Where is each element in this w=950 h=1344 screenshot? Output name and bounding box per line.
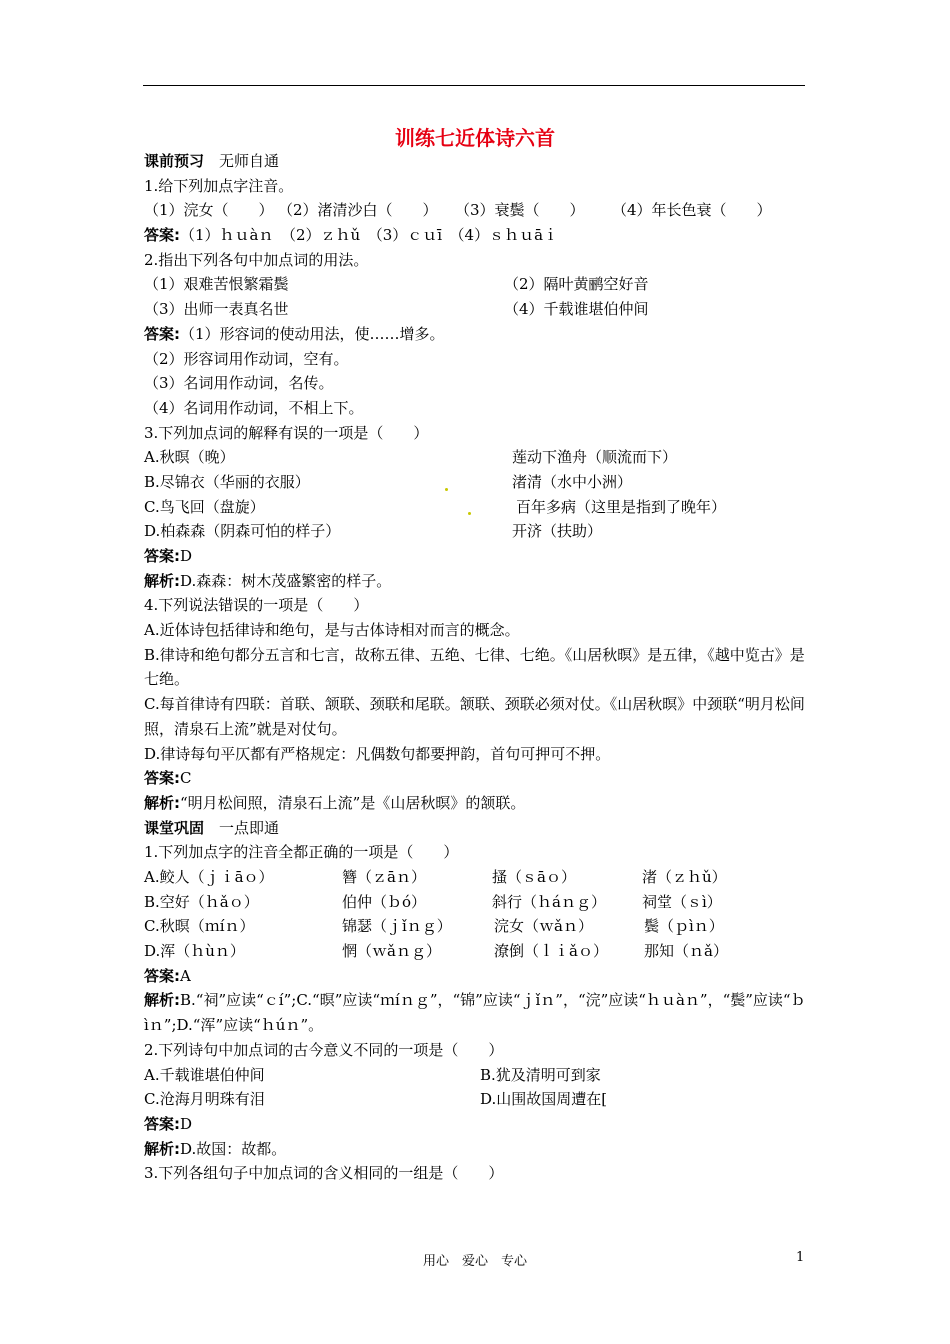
option: （2）隔叶黄鹂空好音 [504,275,649,294]
option-row: D.柏森森（阴森可怕的样子） 开济（扶助） [144,522,603,541]
header-rule [143,85,805,86]
option: D.律诗每句平仄都有严格规定：凡偶数句都要押韵，首句可押可不押。 [144,744,611,763]
answer: 答案:D [144,547,193,565]
question-stem: 1.给下列加点字注音。 [144,176,294,195]
question-stem: 4.下列说法错误的一项是（ ） [144,596,369,615]
section-subtitle: 一点即通 [219,818,280,837]
option: （1）浣女（ ） [144,201,274,220]
page-title: 训练七近体诗六首 [395,126,555,150]
answer-line: （2）形容词用作动词，空有。 [144,349,349,368]
option: B.律诗和绝句都分五言和七言，故称五律、五绝、七律、七绝。《山居秋暝》是五律，《越中览古》是七绝。 [144,645,805,689]
stray-mark [468,512,471,515]
option-row: C.鸟飞回（盘旋） 百年多病（这里是指到了晚年） [144,497,727,516]
answer-line: （3）名词用作动词，名传。 [144,374,334,393]
page-number: 1 [796,1250,805,1265]
option-row: B.空好（ｈǎｏ） 伯仲（ｂó） 斜行（ｈáｎｇ） 祠堂（ｓì） [144,892,722,911]
option-row: A.千载谁堪伯仲间 B.犹及清明可到家 [144,1065,601,1084]
explanation: 解析:D.森森：树木茂盛繁密的样子。 [144,571,392,590]
option-row: A.鲛人（ｊｉāｏ） 簪（ｚāｎ） 搔（ｓāｏ） 渚（ｚｈǔ） [144,868,727,886]
question-options [144,198,808,223]
option: （3）衰鬓（ ） [455,201,585,220]
section-subtitle: 无师自通 [219,152,280,170]
answer: 答案:（1）形容词的使动用法，使……增多。 [144,324,445,343]
option: A.近体诗包括律诗和绝句，是与古体诗相对而言的概念。 [144,621,520,640]
explanation: 解析:B.“祠”应读“ｃí”;C.“暝”应读“ｍíｎｇ”，“锦”应读“ｊǐｎ”，“浣”应读“ｈｕàｎ”，“鬓”应读“ｂìｎ”;D.“浑”应读“ｈúｎ”。 [144,991,806,1035]
stray-mark [445,488,448,491]
answer: 答案:（1）ｈｕàｎ （2）ｚｈǔ （3）ｃｕī （4）ｓｈｕāｉ [144,226,559,245]
option-row: C.沧海月明珠有泪 D.山围故国周遭在[ [144,1090,608,1109]
question-stem: 1.下列加点字的注音全都正确的一项是（ ） [144,843,459,862]
answer: 答案:C [144,769,192,788]
section-title: 课前预习 [144,152,205,170]
question-options [144,272,808,297]
option: （4）年长色衰（ ） [612,201,772,220]
question-stem: 2.下列诗句中加点词的古今意义不同的一项是（ ） [144,1040,504,1059]
option: （4）千载谁堪伯仲间 [504,300,649,319]
option: （2）渚清沙白（ ） [278,201,438,220]
option: （3）出师一表真名世 [144,300,289,319]
document-body [144,149,808,1186]
option-row: B.尽锦衣（华丽的衣服） 渚清（水中小洲） [144,472,633,491]
question-stem: 3.下列加点词的解释有误的一项是（ ） [144,423,429,442]
option: （1）艰难苦恨繁霜鬓 [144,275,289,294]
section-heading [144,816,808,841]
answer-line: （4）名词用作动词，不相上下。 [144,398,364,417]
option: C.每首律诗有四联：首联、颔联、颈联和尾联。颔联、颈联必须对仗。《山居秋暝》中颈联“明月松间照，清泉石上流”就是对仗句。 [144,695,805,738]
option-row: A.秋暝（晚） 莲动下渔舟（顺流而下） [144,448,678,467]
option-row: D.浑（ｈùｎ） 惘（ｗǎｎｇ） 潦倒（ｌｉǎｏ） 那知（ｎǎ） [144,942,728,961]
question-stem: 2.指出下列各句中加点词的用法。 [144,250,369,269]
answer: 答案:D [144,1114,193,1133]
question-options [144,297,808,322]
footer-motto: 用心 爱心 专心 [422,1254,527,1269]
option-row: C.秋暝（ｍíｎ） 锦瑟（ｊǐｎｇ） 浣女（ｗǎｎ） 鬓（ｐìｎ） [144,917,724,936]
section-heading [144,149,808,174]
section-title: 课堂巩固 [144,818,205,837]
explanation: 解析:D.故国：故都。 [144,1139,287,1158]
explanation: 解析:“明月松间照，清泉石上流”是《山居秋暝》的颔联。 [144,793,526,812]
answer: 答案:A [144,966,191,985]
question-stem: 3.下列各组句子中加点词的含义相同的一组是（ ） [144,1164,504,1183]
